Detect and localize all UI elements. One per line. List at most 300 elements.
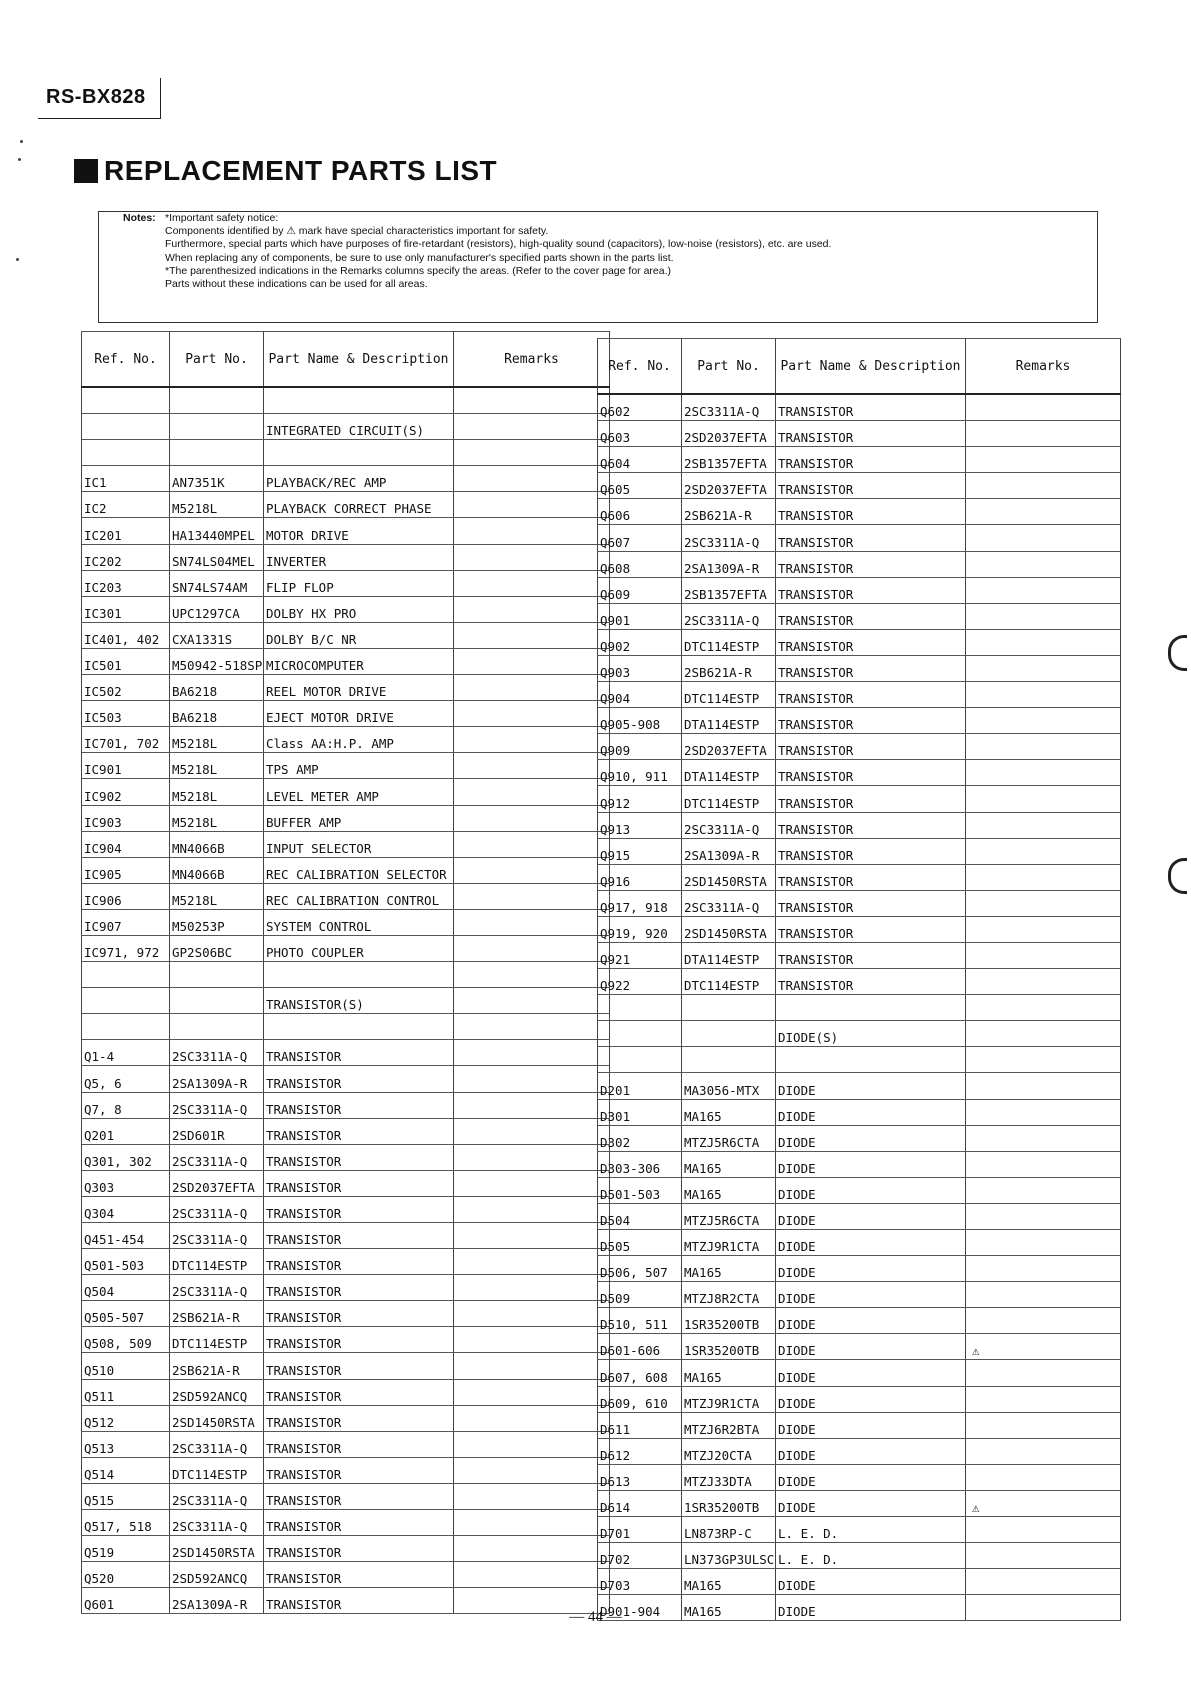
table-row (82, 883, 610, 909)
remarks-cell (454, 1483, 610, 1509)
remarks-cell (454, 466, 610, 492)
table-row (598, 1464, 1121, 1490)
ref-no-cell: D302 (598, 1125, 682, 1151)
notes-line: Furthermore, special parts which have purposes of fire-retardant (resistors), high-quality sound (capacitors), low-noise (resistors), etc. are used. (165, 238, 832, 251)
remarks-cell (454, 1379, 610, 1405)
description-cell: TRANSISTOR (776, 969, 966, 995)
part-no-cell: 2SB1357EFTA (682, 447, 776, 473)
remarks-cell (966, 1047, 1121, 1073)
remarks-cell (454, 753, 610, 779)
col-header-remarks: Remarks (454, 332, 610, 388)
description-cell: DIODE (776, 1308, 966, 1334)
part-no-cell: 2SD2037EFTA (170, 1170, 264, 1196)
ref-no-cell: D901-904 (598, 1595, 682, 1621)
ref-no-cell: IC503 (82, 701, 170, 727)
description-cell: TRANSISTOR (776, 682, 966, 708)
ref-no-cell: Q304 (82, 1196, 170, 1222)
ref-no-cell: IC2 (82, 492, 170, 518)
ref-no-cell: D614 (598, 1490, 682, 1516)
remarks-cell (966, 916, 1121, 942)
ref-no-cell: D501-503 (598, 1177, 682, 1203)
part-no-cell: SN74LS04MEL (170, 544, 264, 570)
part-no-cell: BA6218 (170, 675, 264, 701)
notes-label: Notes: (123, 212, 156, 224)
remarks-cell (454, 701, 610, 727)
part-no-cell: DTA114ESTP (682, 708, 776, 734)
part-no-cell: MTZJ20CTA (682, 1438, 776, 1464)
description-cell: TRANSISTOR (264, 1144, 454, 1170)
description-cell: INVERTER (264, 544, 454, 570)
remarks-cell (966, 1438, 1121, 1464)
remarks-cell (966, 1282, 1121, 1308)
description-cell: TRANSISTOR (776, 942, 966, 968)
table-header-row (82, 332, 610, 388)
description-cell: DIODE (776, 1438, 966, 1464)
remarks-cell (454, 1431, 610, 1457)
part-no-cell: 2SC3311A-Q (170, 1510, 264, 1536)
margin-mark (18, 158, 21, 161)
part-no-cell (682, 1047, 776, 1073)
part-no-cell: M5218L (170, 805, 264, 831)
part-no-cell: M50253P (170, 909, 264, 935)
description-cell: TRANSISTOR (776, 499, 966, 525)
part-no-cell: 1SR35200TB (682, 1334, 776, 1360)
table-row (82, 805, 610, 831)
remarks-cell (454, 570, 610, 596)
ref-no-cell: Q903 (598, 655, 682, 681)
part-no-cell: M5218L (170, 753, 264, 779)
remarks-cell (966, 1073, 1121, 1099)
table-row (82, 1196, 610, 1222)
table-row (598, 1490, 1121, 1516)
description-cell: REEL MOTOR DRIVE (264, 675, 454, 701)
remarks-cell: ⚠ (966, 1490, 1121, 1516)
part-no-cell: MN4066B (170, 857, 264, 883)
table-row (82, 518, 610, 544)
ref-no-cell: Q517, 518 (82, 1510, 170, 1536)
part-no-cell: MA165 (682, 1360, 776, 1386)
ref-no-cell: IC201 (82, 518, 170, 544)
description-cell: EJECT MOTOR DRIVE (264, 701, 454, 727)
col-header-desc: Part Name & Description (776, 339, 966, 395)
remarks-cell (966, 525, 1121, 551)
description-cell: Class AA:H.P. AMP (264, 727, 454, 753)
remarks-cell (966, 1177, 1121, 1203)
table-row (82, 1118, 610, 1144)
part-no-cell: MTZJ8R2CTA (682, 1282, 776, 1308)
table-row (598, 473, 1121, 499)
description-cell: TRANSISTOR (776, 603, 966, 629)
ref-no-cell: IC901 (82, 753, 170, 779)
part-no-cell (170, 387, 264, 414)
ref-no-cell: Q505-507 (82, 1301, 170, 1327)
ref-no-cell: D301 (598, 1099, 682, 1125)
description-cell: DIODE (776, 1490, 966, 1516)
table-row (82, 1379, 610, 1405)
ref-no-cell: D703 (598, 1569, 682, 1595)
table-row (598, 421, 1121, 447)
part-no-cell: 1SR35200TB (682, 1308, 776, 1334)
ref-no-cell: Q515 (82, 1483, 170, 1509)
part-no-cell: 2SC3311A-Q (170, 1196, 264, 1222)
table-row (598, 969, 1121, 995)
ref-no-cell: Q513 (82, 1431, 170, 1457)
ref-no-cell: Q601 (82, 1588, 170, 1614)
description-cell: TRANSISTOR (776, 786, 966, 812)
description-cell: PHOTO COUPLER (264, 935, 454, 961)
remarks-cell (966, 1543, 1121, 1569)
description-cell: DIODE (776, 1595, 966, 1621)
ref-no-cell: IC401, 402 (82, 622, 170, 648)
table-row (598, 786, 1121, 812)
ref-no-cell: Q512 (82, 1405, 170, 1431)
part-no-cell: DTC114ESTP (682, 682, 776, 708)
part-no-cell: MA165 (682, 1595, 776, 1621)
table-row (82, 753, 610, 779)
description-cell: TRANSISTOR(S) (264, 988, 454, 1014)
remarks-cell (966, 394, 1121, 421)
description-cell: DIODE(S) (776, 1021, 966, 1047)
ref-no-cell: D612 (598, 1438, 682, 1464)
remarks-cell (454, 831, 610, 857)
notes-line: Parts without these indications can be used for all areas. (165, 278, 428, 291)
part-no-cell: 2SB621A-R (682, 499, 776, 525)
ref-no-cell: D510, 511 (598, 1308, 682, 1334)
remarks-cell (454, 1066, 610, 1092)
ref-no-cell: Q1-4 (82, 1040, 170, 1066)
remarks-cell (966, 473, 1121, 499)
table-row (598, 1230, 1121, 1256)
table-row (598, 629, 1121, 655)
remarks-cell (454, 727, 610, 753)
part-no-cell: 2SC3311A-Q (170, 1223, 264, 1249)
description-cell: L. E. D. (776, 1517, 966, 1543)
ref-no-cell: Q922 (598, 969, 682, 995)
table-row (82, 988, 610, 1014)
ref-no-cell: Q902 (598, 629, 682, 655)
ref-no-cell: Q514 (82, 1457, 170, 1483)
table-row (82, 1301, 610, 1327)
part-no-cell: 2SC3311A-Q (682, 812, 776, 838)
remarks-cell (966, 655, 1121, 681)
ref-no-cell: Q904 (598, 682, 682, 708)
ref-no-cell: Q7, 8 (82, 1092, 170, 1118)
ref-no-cell: Q511 (82, 1379, 170, 1405)
ref-no-cell: D609, 610 (598, 1386, 682, 1412)
part-no-cell: MA165 (682, 1256, 776, 1282)
description-cell: TRANSISTOR (776, 551, 966, 577)
ref-no-cell (598, 1047, 682, 1073)
ref-no-cell: IC501 (82, 648, 170, 674)
ref-no-cell: Q913 (598, 812, 682, 838)
notes-line: *The parenthesized indications in the Remarks columns specify the areas. (Refer to the cover page for area.) (165, 264, 672, 277)
part-no-cell: 2SA1309A-R (682, 551, 776, 577)
remarks-cell (966, 447, 1121, 473)
part-no-cell (170, 1014, 264, 1040)
table-row (82, 1092, 610, 1118)
description-cell: LEVEL METER AMP (264, 779, 454, 805)
remarks-cell (966, 1412, 1121, 1438)
description-cell (264, 1014, 454, 1040)
part-no-cell: AN7351K (170, 466, 264, 492)
description-cell: TRANSISTOR (264, 1040, 454, 1066)
description-cell: FLIP FLOP (264, 570, 454, 596)
ref-no-cell: D506, 507 (598, 1256, 682, 1282)
description-cell: TRANSISTOR (776, 421, 966, 447)
part-no-cell: MA165 (682, 1151, 776, 1177)
description-cell (264, 440, 454, 466)
remarks-cell (454, 857, 610, 883)
ref-no-cell: Q916 (598, 864, 682, 890)
table-row (598, 1256, 1121, 1282)
part-no-cell: 2SC3311A-Q (682, 603, 776, 629)
part-no-cell: SN74LS74AM (170, 570, 264, 596)
remarks-cell (454, 1353, 610, 1379)
description-cell: TRANSISTOR (776, 473, 966, 499)
table-row (82, 596, 610, 622)
description-cell: DOLBY HX PRO (264, 596, 454, 622)
description-cell: DIODE (776, 1230, 966, 1256)
description-cell: TRANSISTOR (264, 1405, 454, 1431)
part-no-cell: MA3056-MTX (682, 1073, 776, 1099)
parts-table-left (81, 331, 610, 1614)
table-row (598, 499, 1121, 525)
table-row (82, 1353, 610, 1379)
table-row (598, 1203, 1121, 1229)
part-no-cell: 2SC3311A-Q (170, 1275, 264, 1301)
description-cell: TRANSISTOR (264, 1092, 454, 1118)
part-no-cell: LN873RP-C (682, 1517, 776, 1543)
part-no-cell: DTC114ESTP (170, 1327, 264, 1353)
remarks-cell (966, 603, 1121, 629)
part-no-cell (682, 995, 776, 1021)
table-row (82, 387, 610, 414)
part-no-cell: MTZJ9R1CTA (682, 1230, 776, 1256)
ref-no-cell (82, 414, 170, 440)
remarks-cell (454, 414, 610, 440)
description-cell: TRANSISTOR (264, 1223, 454, 1249)
ref-no-cell: D509 (598, 1282, 682, 1308)
part-no-cell: CXA1331S (170, 622, 264, 648)
remarks-cell (966, 786, 1121, 812)
description-cell: DIODE (776, 1334, 966, 1360)
remarks-cell (454, 1457, 610, 1483)
remarks-cell (966, 942, 1121, 968)
description-cell: TRANSISTOR (264, 1431, 454, 1457)
part-no-cell: 2SC3311A-Q (682, 890, 776, 916)
ref-no-cell: Q501-503 (82, 1249, 170, 1275)
remarks-cell (454, 1170, 610, 1196)
description-cell: TRANSISTOR (264, 1510, 454, 1536)
table-row (598, 1438, 1121, 1464)
table-row (598, 1308, 1121, 1334)
table-row (598, 655, 1121, 681)
table-row (598, 1360, 1121, 1386)
remarks-cell (966, 838, 1121, 864)
part-no-cell: 2SB1357EFTA (682, 577, 776, 603)
table-row (82, 1536, 610, 1562)
part-no-cell: MA165 (682, 1569, 776, 1595)
remarks-cell (966, 708, 1121, 734)
part-no-cell: 2SD2037EFTA (682, 473, 776, 499)
description-cell: DIODE (776, 1282, 966, 1308)
table-row (82, 675, 610, 701)
description-cell: PLAYBACK CORRECT PHASE (264, 492, 454, 518)
part-no-cell: M5218L (170, 779, 264, 805)
remarks-cell (454, 1118, 610, 1144)
table-row (82, 779, 610, 805)
description-cell: TRANSISTOR (264, 1536, 454, 1562)
table-row (598, 890, 1121, 916)
remarks-cell (454, 622, 610, 648)
part-no-cell: M5218L (170, 727, 264, 753)
ref-no-cell: IC903 (82, 805, 170, 831)
description-cell: PLAYBACK/REC AMP (264, 466, 454, 492)
description-cell: MOTOR DRIVE (264, 518, 454, 544)
ref-no-cell: IC502 (82, 675, 170, 701)
ref-no-cell: Q901 (598, 603, 682, 629)
ref-no-cell (82, 1014, 170, 1040)
remarks-cell (966, 1360, 1121, 1386)
remarks-cell (454, 805, 610, 831)
ref-no-cell: Q520 (82, 1562, 170, 1588)
parts-table-right-body (598, 394, 1121, 1621)
ref-no-cell: IC904 (82, 831, 170, 857)
ref-no-cell (598, 995, 682, 1021)
part-no-cell: GP2S06BC (170, 935, 264, 961)
ref-no-cell: Q919, 920 (598, 916, 682, 942)
ref-no-cell: IC905 (82, 857, 170, 883)
part-no-cell: DTC114ESTP (682, 969, 776, 995)
part-no-cell: 2SD592ANCQ (170, 1379, 264, 1405)
description-cell: TRANSISTOR (264, 1275, 454, 1301)
remarks-cell (454, 1014, 610, 1040)
ref-no-cell: IC971, 972 (82, 935, 170, 961)
description-cell: TRANSISTOR (776, 890, 966, 916)
part-no-cell (682, 1021, 776, 1047)
notes-line: *Important safety notice: (165, 212, 279, 224)
remarks-cell (454, 1092, 610, 1118)
description-cell (776, 995, 966, 1021)
table-row (82, 440, 610, 466)
table-row (82, 1483, 610, 1509)
description-cell: DIODE (776, 1386, 966, 1412)
part-no-cell: 2SC3311A-Q (170, 1431, 264, 1457)
remarks-cell (966, 1099, 1121, 1125)
model-number: RS-BX828 (46, 86, 146, 108)
ref-no-cell: D504 (598, 1203, 682, 1229)
table-row (598, 525, 1121, 551)
description-cell: DIODE (776, 1099, 966, 1125)
part-no-cell: MTZJ5R6CTA (682, 1203, 776, 1229)
ref-no-cell: Q909 (598, 734, 682, 760)
part-no-cell: 2SC3311A-Q (682, 525, 776, 551)
table-row (598, 838, 1121, 864)
remarks-cell (454, 935, 610, 961)
part-no-cell: 2SD2037EFTA (682, 734, 776, 760)
table-row (82, 1510, 610, 1536)
ref-no-cell: Q508, 509 (82, 1327, 170, 1353)
remarks-cell (454, 1536, 610, 1562)
part-no-cell: 1SR35200TB (682, 1490, 776, 1516)
part-no-cell: BA6218 (170, 701, 264, 727)
description-cell (264, 387, 454, 414)
description-cell: TRANSISTOR (776, 734, 966, 760)
table-row (82, 1223, 610, 1249)
table-row (598, 577, 1121, 603)
part-no-cell (170, 988, 264, 1014)
ref-no-cell (82, 387, 170, 414)
part-no-cell: 2SD1450RSTA (682, 916, 776, 942)
remarks-cell (454, 596, 610, 622)
ref-no-cell: IC906 (82, 883, 170, 909)
notes-lines (165, 212, 1091, 291)
table-row (82, 909, 610, 935)
part-no-cell: 2SD1450RSTA (170, 1536, 264, 1562)
table-row (598, 1334, 1121, 1360)
table-row (598, 394, 1121, 421)
description-cell: TRANSISTOR (264, 1379, 454, 1405)
part-no-cell: M5218L (170, 492, 264, 518)
description-cell: SYSTEM CONTROL (264, 909, 454, 935)
table-row (598, 682, 1121, 708)
remarks-cell (966, 551, 1121, 577)
table-row (82, 1144, 610, 1170)
remarks-cell (966, 1569, 1121, 1595)
remarks-cell (966, 421, 1121, 447)
parts-table-left-body (82, 387, 610, 1614)
table-row (82, 466, 610, 492)
col-header-ref: Ref. No. (598, 339, 682, 395)
table-row (598, 1282, 1121, 1308)
remarks-cell (454, 675, 610, 701)
table-row (598, 1099, 1121, 1125)
remarks-cell (454, 518, 610, 544)
remarks-cell (454, 1327, 610, 1353)
remarks-cell (966, 1464, 1121, 1490)
description-cell: TRANSISTOR (264, 1327, 454, 1353)
remarks-cell (966, 969, 1121, 995)
part-no-cell: 2SD1450RSTA (170, 1405, 264, 1431)
remarks-cell (454, 544, 610, 570)
remarks-cell (454, 1275, 610, 1301)
col-header-remarks: Remarks (966, 339, 1121, 395)
table-row (598, 603, 1121, 629)
remarks-cell (966, 1203, 1121, 1229)
description-cell: TRANSISTOR (264, 1066, 454, 1092)
part-no-cell: MA165 (682, 1177, 776, 1203)
remarks-cell (966, 1151, 1121, 1177)
part-no-cell: MTZJ6R2BTA (682, 1412, 776, 1438)
remarks-cell (966, 1517, 1121, 1543)
part-no-cell: 2SA1309A-R (170, 1066, 264, 1092)
table-row (82, 648, 610, 674)
part-no-cell: 2SC3311A-Q (170, 1144, 264, 1170)
part-no-cell: 2SC3311A-Q (170, 1092, 264, 1118)
part-no-cell: 2SA1309A-R (682, 838, 776, 864)
part-no-cell: 2SD592ANCQ (170, 1562, 264, 1588)
remarks-cell (454, 440, 610, 466)
ref-no-cell: D613 (598, 1464, 682, 1490)
description-cell: TRANSISTOR (264, 1562, 454, 1588)
ref-no-cell (82, 988, 170, 1014)
description-cell: TRANSISTOR (776, 525, 966, 551)
title-bullet-square (74, 159, 98, 183)
table-row (82, 622, 610, 648)
description-cell (776, 1047, 966, 1073)
description-cell: TRANSISTOR (776, 812, 966, 838)
ref-no-cell: D701 (598, 1517, 682, 1543)
